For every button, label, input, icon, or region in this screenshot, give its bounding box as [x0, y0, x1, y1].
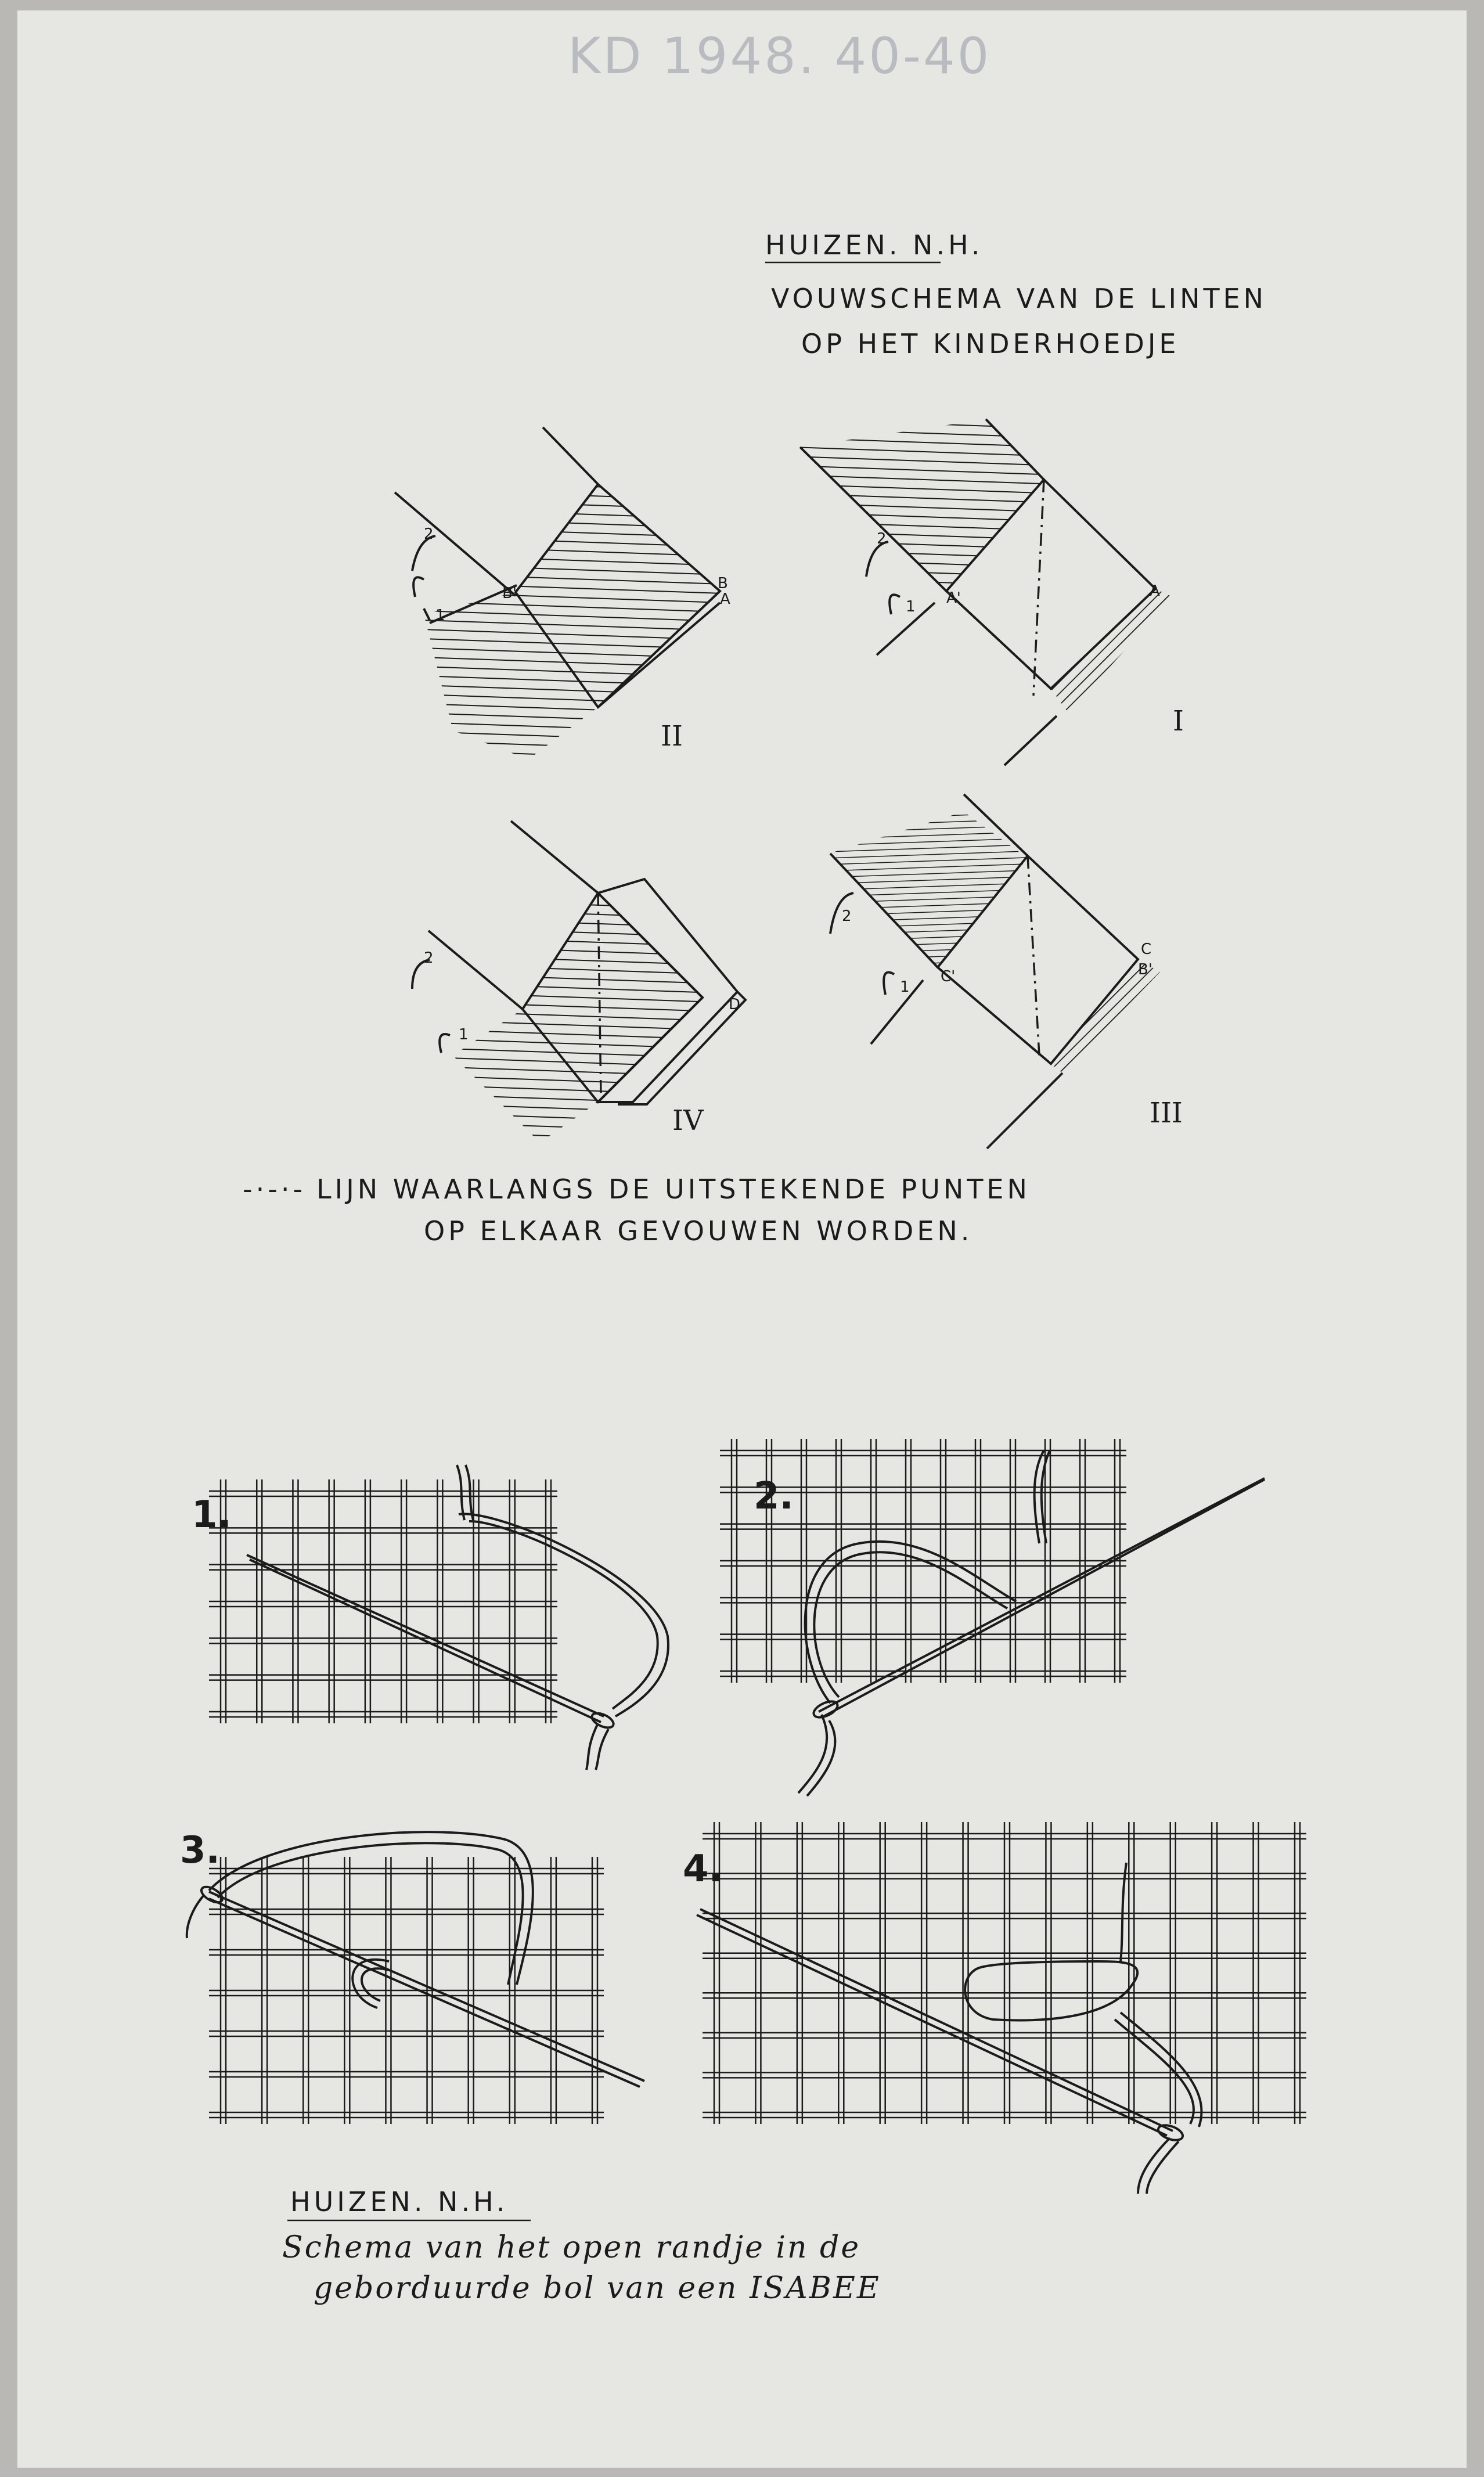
legend-dashdot-symbol: -·-·- — [243, 1173, 307, 1205]
fig2-point-a: A — [720, 591, 730, 608]
stitch-step-1 — [192, 1465, 668, 1770]
fig3-arrow-label-2: 2 — [842, 908, 852, 925]
stitch-caption — [282, 2186, 881, 2306]
fig4-point-d: D — [729, 996, 741, 1013]
folding-heading — [765, 229, 1267, 359]
fig1-arrow-label-2: 2 — [877, 530, 887, 548]
step4-number: 4. — [683, 1848, 723, 1891]
fig1-arrow-label-1: 1 — [906, 598, 916, 615]
step1-fabric-grid — [209, 1479, 557, 1723]
fig3-point-c-prime: C' — [941, 968, 956, 985]
folding-place: HUIZEN. N.H. — [765, 229, 984, 261]
drawing-canvas — [17, 10, 1467, 2468]
stitch-place: HUIZEN. N.H. — [290, 2186, 509, 2217]
legend-line1: LIJN WAARLANGS DE UITSTEKENDE PUNTEN — [316, 1173, 1031, 1205]
fold-legend — [243, 1173, 1031, 1247]
caption-line1: Schema van het open randje in de — [282, 2230, 861, 2265]
step4-needle — [697, 1915, 1167, 2136]
fig3-point-c: C — [1141, 941, 1152, 958]
fig3-numeral: III — [1150, 1097, 1183, 1129]
drawing-sheet — [17, 10, 1467, 2468]
fig3-point-b-prime: B' — [1138, 961, 1152, 978]
catalog-mark: KD 1948. 40-40 — [568, 27, 992, 85]
folding-title-line2: OP HET KINDERHOEDJE — [801, 328, 1180, 359]
fig1-numeral: I — [1173, 705, 1184, 737]
stitch-step-3 — [180, 1829, 644, 2124]
step4-fabric-grid — [703, 1822, 1306, 2124]
folding-title-line1: VOUWSCHEMA VAN DE LINTEN — [771, 283, 1267, 314]
step1-number: 1. — [192, 1493, 232, 1536]
stitch-step-4 — [683, 1822, 1306, 2194]
fold-figure-3 — [829, 794, 1183, 1149]
fig1-point-a: A — [1150, 582, 1160, 600]
fig4-arrow-label-2: 2 — [424, 949, 434, 967]
fig2-numeral: II — [661, 720, 683, 753]
step2-number: 2. — [754, 1475, 794, 1518]
fig3-arrow-label-1: 1 — [900, 978, 910, 996]
fig2-arrow-label-1: 1 — [435, 607, 445, 624]
step3-number: 3. — [180, 1829, 220, 1872]
fold-figure-1 — [800, 419, 1184, 765]
stitch-step-2 — [720, 1439, 1265, 1796]
fold-figure-4 — [412, 821, 745, 1143]
fig1-point-a-prime: A' — [946, 589, 961, 607]
fig2-point-b-prime: B' — [502, 585, 517, 602]
caption-line2: geborduurde bol van een ISABEE — [314, 2271, 881, 2306]
fig2-point-b: B — [718, 575, 728, 592]
legend-line2: OP ELKAAR GEVOUWEN WORDEN. — [424, 1215, 973, 1247]
step1-thread — [459, 1514, 668, 1716]
fold-figure-2 — [395, 427, 730, 759]
fig4-numeral: IV — [672, 1104, 704, 1137]
fig2-arrow-label-2: 2 — [424, 525, 434, 543]
step3-fabric-grid — [209, 1857, 604, 2124]
fig4-arrow-label-1: 1 — [459, 1026, 469, 1043]
